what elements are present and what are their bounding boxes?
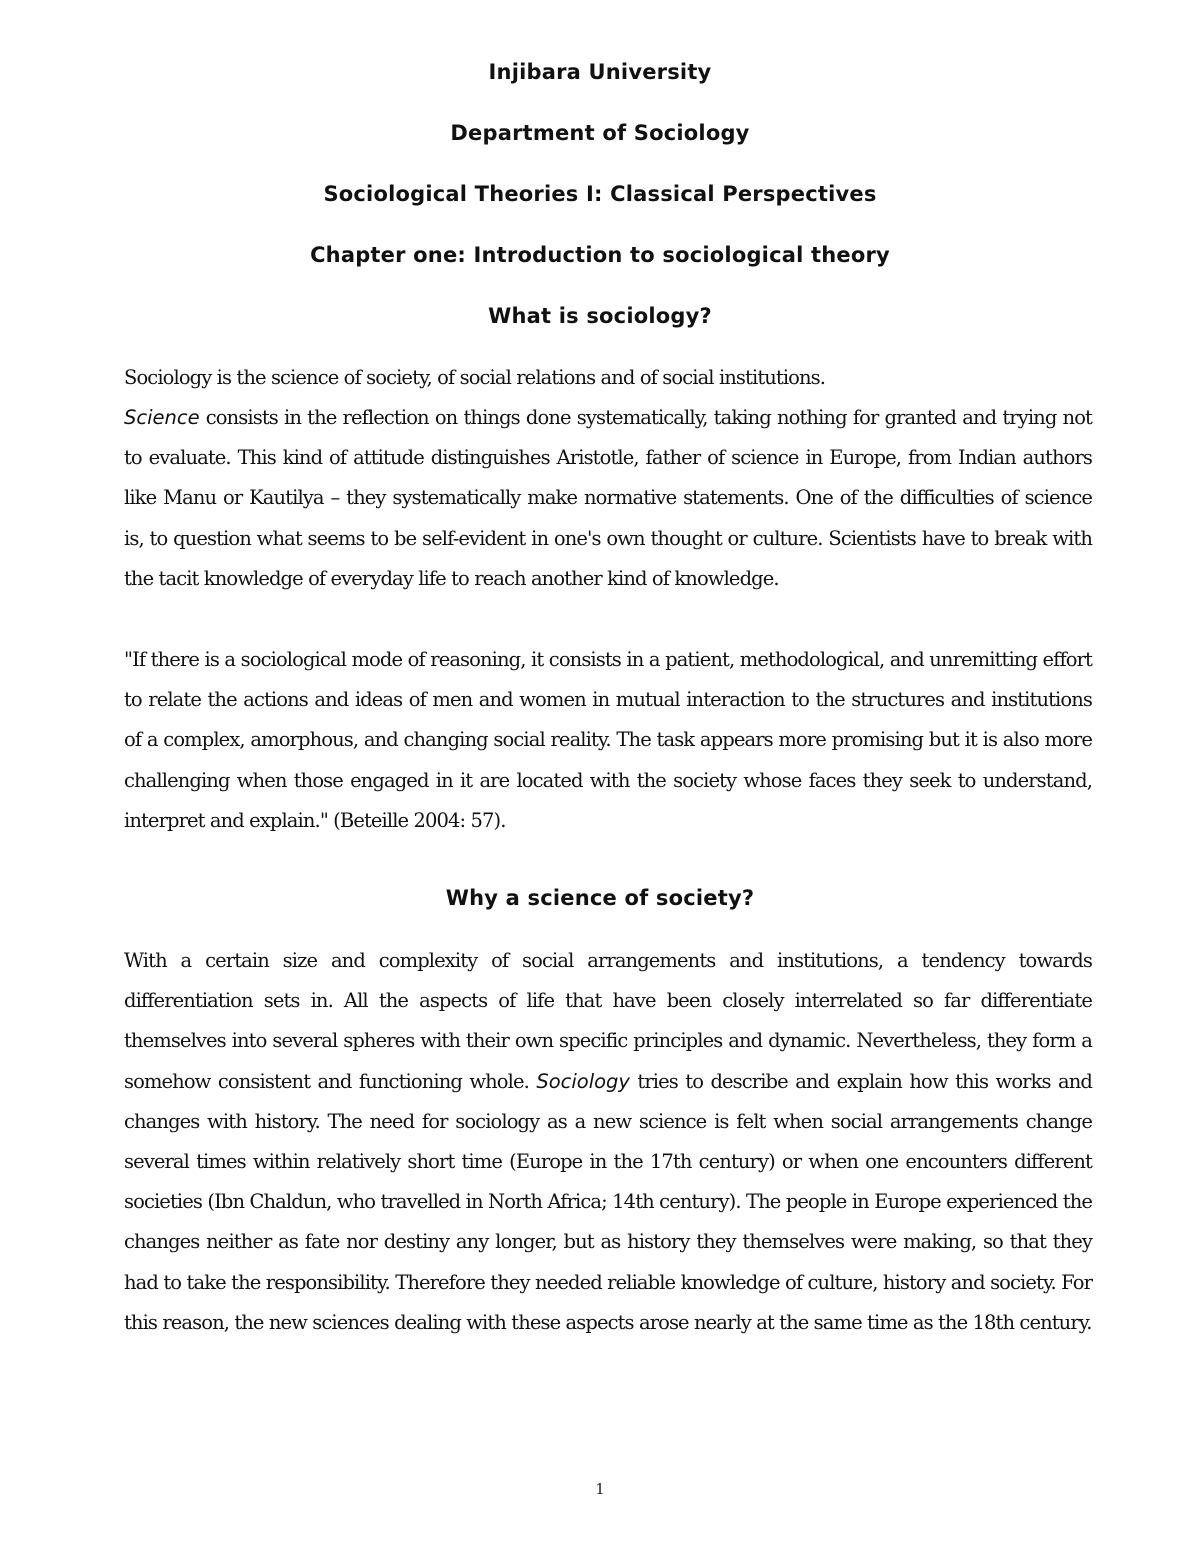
section-heading-why-science-of-society: Why a science of society?	[445, 886, 755, 910]
emphasis-sociology: Sociology	[536, 1069, 630, 1093]
paragraph-science-text: consists in the reflection on things done systematically, taking nothing for granted and trying not to evaluate. This kind of attitude distinguishes Aristotle, father of science in Europe, from Indian authors like Manu or Kautilya – they systematically make normative statements. One of the difficulties of science is, to question what seems to be self-evident in one's own thought or culture. Scientists have to break with the tacit knowledge of everyday life to reach another kind of knowledge.	[124, 406, 1092, 590]
chapter-title: Chapter one: Introduction to sociological theory	[310, 243, 890, 267]
paragraph-beteille-quote: "If there is a sociological mode of reasoning, it consists in a patient, methodological, and unremitting effort to relate the actions and ideas of men and women in mutual interaction to the structures and institutions of a complex, amorphous, and changing social reality. The task appears more promising but it is also more challenging when those engaged in it are located with the society whose faces they seek to understand, interpret and explain." (Beteille 2004: 57).	[124, 648, 1092, 832]
section-heading-what-is-sociology: What is sociology?	[488, 304, 712, 328]
department-title: Department of Sociology	[450, 121, 750, 145]
university-title: Injibara University	[488, 60, 712, 84]
paragraph-differentiation	[124, 941, 1092, 1343]
emphasis-science: Science	[124, 406, 200, 429]
paragraph-differentiation-text-b: tries to describe and explain how this works and changes with history. The need for sociology as a new science is felt when social arrangements change several times within relatively short time (Europe in the 17th century) or when one encounters different societies (Ibn Chaldun, who travelled in North Africa; 14th century). The people in Europe experienced the changes neither as fate nor destiny any longer, but as history they themselves were making, so that they had to take the responsibility. Therefore they needed reliable knowledge of culture, history and society. For this reason, the new sciences dealing with these aspects arose nearly at the same time as the 18th century.	[124, 1069, 1092, 1334]
paragraph-sociology-definition: Sociology is the science of society, of social relations and of social institutions.	[124, 366, 826, 389]
course-title: Sociological Theories I: Classical Perspectives	[323, 182, 877, 206]
paragraph-differentiation-text-a: With a certain size and complexity of social arrangements and institutions, a tendency towards differentiation sets in. All the aspects of life that have been closely interrelated so far differentiate themselves into several spheres with their own specific principles and dynamic. Nevertheless, they form a somehow consistent and functioning whole.	[124, 949, 1092, 1093]
page-number: 1	[595, 1480, 605, 1498]
paragraph-science-definition	[124, 398, 1092, 599]
